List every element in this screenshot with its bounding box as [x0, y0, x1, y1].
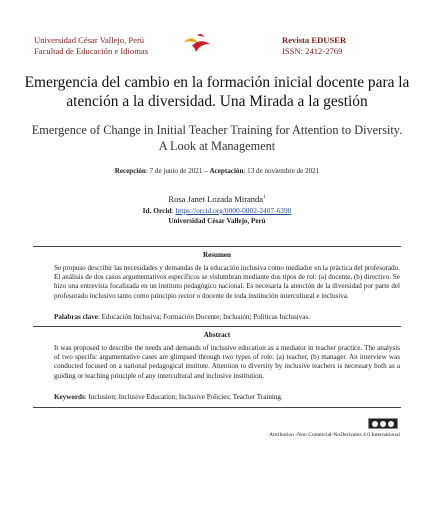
university-name: Universidad César Vallejo, Perú: [34, 35, 145, 45]
abstract-heading: Abstract: [203, 331, 231, 339]
author-line: [20, 194, 414, 204]
orcid-link[interactable]: https://orcid.org/0000-0002-2407-6398: [175, 206, 292, 215]
palabras-clave: [54, 313, 400, 321]
submission-dates: [20, 167, 414, 175]
paper-title-spanish: Emergencia del cambio en la formación inicial docente para la atención a la diversidad. Una Mirada a la gestión: [24, 74, 410, 110]
paper-title-english: Emergence of Change in Initial Teacher Training for Attention to Diversity. A Look at Management: [31, 123, 403, 153]
author-name: Rosa Janet Lozada Miranda: [168, 194, 264, 204]
received-label: Recepción: [114, 167, 146, 175]
journal-name: Revista EDUSER: [282, 35, 347, 45]
issn: ISSN: 2412-2769: [282, 45, 343, 56]
accepted-date: : 13 de noviembre de 2021: [243, 167, 320, 175]
divider: [33, 246, 401, 247]
divider: [33, 326, 401, 327]
palabras-clave-label: Palabras clave: [54, 313, 98, 321]
date-separator: –: [202, 167, 208, 175]
orcid-label: Id. Orcid: [142, 206, 172, 215]
author-affiliation: Universidad César Vallejo, Perú: [168, 217, 266, 225]
keywords-label: Keywords: [54, 393, 85, 401]
faculty-name: Facultad de Educación e Idiomas: [34, 45, 149, 56]
keywords: [54, 393, 400, 401]
accepted-label: Aceptación: [209, 167, 244, 175]
license-text: Attribution -Non Comercial-NoDerivates 4.0 International: [269, 432, 400, 438]
received-date: : 7 de junio de 2021: [145, 167, 203, 175]
abstract-text: It was proposed to describe the needs and demands of inclusive education as a mediator in teacher practice. The analysis of two specific argumentative cases are glimpsed through two types of role: (a) teacher, (b) manager. An interview was conducted focused on a national pedagogical institute. Attention to diversity by inclusive teachers is necessary both as a guiding or teaching principle of any intercultural and inclusive institution.: [54, 344, 400, 380]
resumen-heading: Resumen: [203, 251, 231, 259]
journal-header: [282, 35, 346, 56]
orcid-line: Id. Orcid: https://orcid.org/0000-0002-2407-6398: [142, 206, 292, 215]
bird-logo-icon: [182, 32, 212, 56]
author-footnote: 1: [263, 195, 266, 201]
palabras-clave-values: : Educación Inclusiva; Formación Docente; Inclusión; Políticas Inclusivas.: [97, 313, 310, 321]
divider: [33, 407, 401, 408]
keywords-values: : Inclusion; Inclusive Education; Inclusive Policies; Teacher Training.: [84, 393, 283, 401]
institution-header: [34, 35, 148, 56]
resumen-text: Se propuso describir las necesidades y demandas de la educación inclusiva como mediador en la práctica del profesorado. El análisis de dos casos argumentativos específicos se vislumbran mediante dos tipos de rol: (a) docente, (b) directivo. Se hizo una entrevista focalizada en un instituto pedagógico nacional. Es necesaria la atención de la diversidad por parte del profesorado inclusivo tanto como principio rector o docente de toda institución intercultural e inclusiva.: [54, 264, 400, 300]
cc-by-nc-nd-icon: [368, 418, 398, 429]
